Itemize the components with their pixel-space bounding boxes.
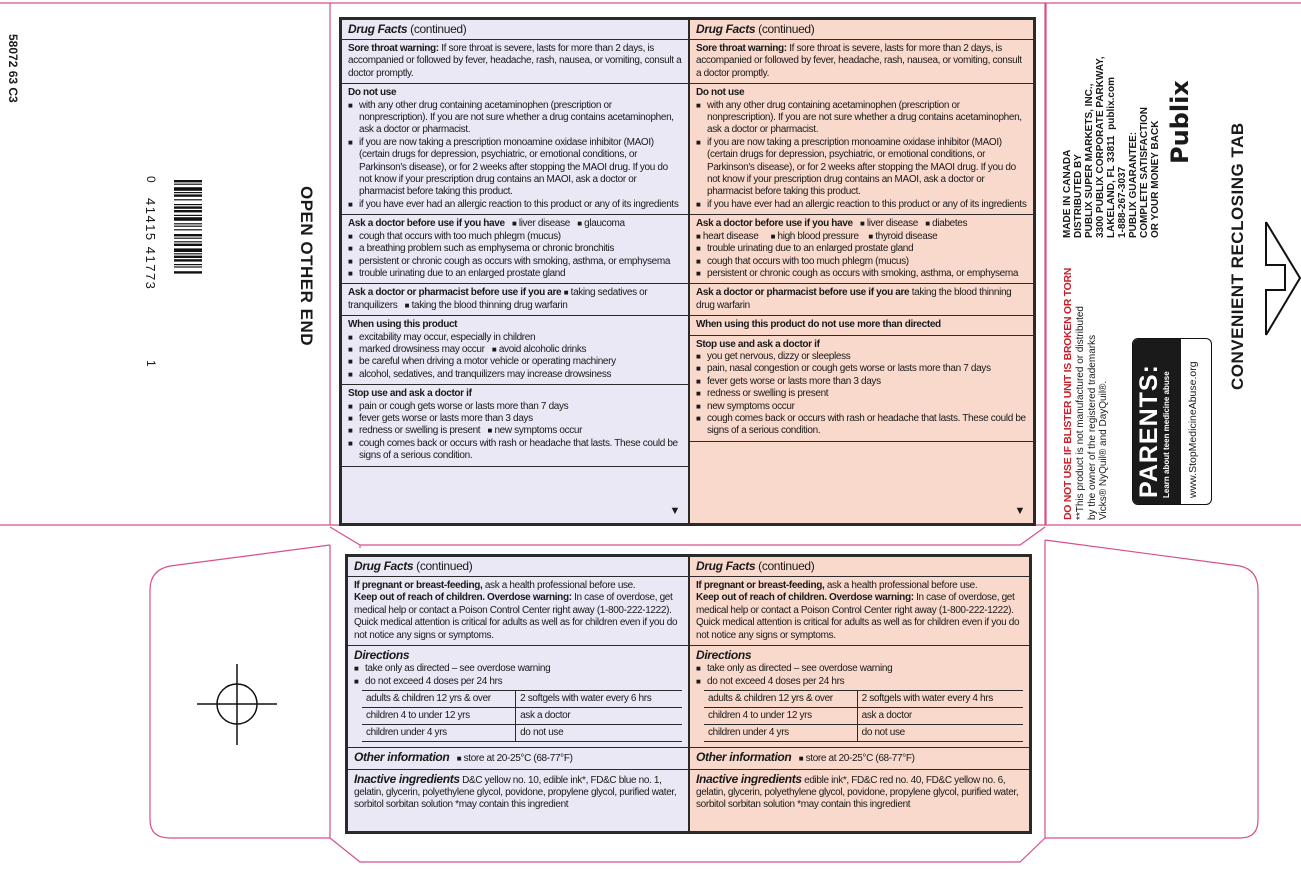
drug-facts-top-panel (339, 17, 1036, 526)
list-item: ■ trouble urinating due to an enlarged prostate gland (348, 268, 682, 280)
stop-use-section: Stop use and ask a doctor if ■ you get nervous, dizzy or sleepless ■ pain, nasal congestion or cough gets worse or lasts more than 7 days ■ fever gets worse or lasts more than 3 days ■ redness or swelling is present ■ new symptoms occur ■ cough comes back or occurs with rash or headache that lasts. These could be signs of a serious condition. (690, 336, 1033, 442)
list-item: ■ if you are now taking a prescription monoamine oxidase inhibitor (MAOI) (certain drugs for depression, psychiatric, or emotional conditions, or Parkinson's disease), or for 2 weeks after stopping the MAOI drug. If you do not know if your prescription drug contains an MAOI, ask a doctor or pharmacist before taking this product. (348, 137, 682, 199)
barcode-bar (174, 180, 202, 182)
barcode-bar (174, 253, 202, 254)
barcode (160, 178, 202, 338)
side-panel-distributor (1052, 5, 1292, 520)
pregnancy-warning: If pregnant or breast-feeding, ask a health professional before use. Keep out of reach of children. Overdose warning: In case of overdose, get medical help or contact a Poison Control Center right away (1-800-222-1222). Quick medical attention is critical for adults as well as for children even if you do not notice any signs or symptoms. (348, 577, 688, 646)
table-row: children under 4 yrs do not use (704, 725, 1023, 742)
ask-pharmacist-section: Ask a doctor or pharmacist before use if you are ■ taking sedatives or tranquilizers ■ taking the blood thinning drug warfarin (342, 284, 688, 316)
list-item: ■ fever gets worse or lasts more than 3 days (348, 413, 682, 425)
barcode-bar (174, 194, 202, 196)
list-item: ■ new symptoms occur (696, 401, 1027, 413)
drug-facts-header: Drug Facts (continued) (342, 22, 688, 40)
barcode-bar (174, 271, 202, 273)
barcode-bar (174, 234, 202, 236)
stop-use-section: Stop use and ask a doctor if ■ pain or cough gets worse or lasts more than 7 days ■ fever gets worse or lasts more than 3 days ■ redness or swelling is present ■ new symptoms occur ■ cough comes back or occurs with rash or headache that lasts. These could be signs of a serious condition. (342, 385, 688, 466)
list-item: ■ if you have ever had an allergic reaction to this product or any of its ingredients (696, 199, 1027, 211)
list-item: ■ take only as directed – see overdose warning (696, 663, 1023, 675)
barcode-bar (174, 226, 202, 227)
drug-facts-top-right (690, 20, 1033, 523)
open-other-end-label: OPEN OTHER END (297, 186, 316, 347)
parents-title: PARENTS: (1135, 364, 1163, 498)
list-item: ■ if you are now taking a prescription monoamine oxidase inhibitor (MAOI) (certain drugs for depression, psychiatric, or emotional conditions, or Parkinson's disease), or for 2 weeks after stopping the MAOI drug. If you do not know if your prescription drug contains an MAOI, ask a doctor or pharmacist before taking this product. (696, 137, 1027, 199)
table-row: children under 4 yrs do not use (362, 725, 682, 742)
list-item: ■ excitability may occur, especially in children (348, 332, 682, 344)
list-item: ■ redness or swelling is present (696, 388, 1027, 400)
list-item: ■ do not exceed 4 doses per 24 hrs (696, 676, 1023, 688)
list-item: ■ pain or cough gets worse or lasts more than 7 days (348, 401, 682, 413)
sore-throat-warning: Sore throat warning: If sore throat is severe, lasts for more than 2 days, is accompanied or followed by fever, headache, rash, nausea, or vomiting, consult a doctor promptly. (342, 40, 688, 84)
made-in: MADE IN CANADA DISTRIBUTED BY PUBLIX SUPER MARKETS, INC., 3300 PUBLIX CORPORATE PARKWAY, LAKELAND, FL 33811 publix.com 1-888-267-3037 PUBLIX GUARANTEE: COMPLETE SATISFACTION OR YOUR MONEY BACK (1062, 56, 1161, 238)
drug-facts-header: Drug Facts (continued) (690, 22, 1033, 40)
ask-doctor-section: Ask a doctor before use if you have ■ liver disease ■ glaucoma ■ cough that occurs with too much phlegm (mucus) ■ a breathing problem such as emphysema or chronic bronchitis ■ persistent or chronic cough as occurs with smoking, asthma, or emphysema ■ trouble urinating due to an enlarged prostate gland (342, 215, 688, 284)
drug-facts-header: Drug Facts (continued) (348, 559, 688, 577)
barcode-bar (174, 206, 202, 208)
list-item: ■ trouble urinating due to an enlarged prostate gland (696, 243, 1027, 255)
drug-facts-header: Drug Facts (continued) (690, 559, 1029, 577)
trademark-note: **This product is not manufactured or distributed by the owner of the registered trademarks Vicks® NyQuil® and DayQuil®. (1075, 306, 1109, 520)
blister-warning: DO NOT USE IF BLISTER UNIT IS BROKEN OR TORN (1062, 267, 1074, 520)
drug-facts-bottom-panel (345, 554, 1032, 834)
barcode-digits-middle: 41415 41773 (143, 198, 158, 291)
barcode-bar (174, 259, 202, 261)
do-not-use-section: Do not use ■ with any other drug containing acetaminophen (prescription or nonprescription). If you are not sure whether a drug contains acetaminophen, ask a doctor or pharmacist. ■ if you are now taking a prescription monoamine oxidase inhibitor (MAOI) (certain drugs for depression, psychiatric, or emotional conditions, or Parkinson's disease), or for 2 weeks after stopping the MAOI drug. If you do not know if your prescription drug contains an MAOI, ask a doctor or pharmacist before taking this product. ■ if you have ever had an allergic reaction to this product or any of its ingredients (342, 84, 688, 215)
barcode-bar (174, 217, 202, 221)
list-item: ■ be careful when driving a motor vehicle or operating machinery (348, 356, 682, 368)
table-row: adults & children 12 yrs & over 2 softgels with water every 4 hrs (704, 691, 1023, 708)
ask-pharmacist-section: Ask a doctor or pharmacist before use if you are taking the blood thinning drug warfarin (690, 284, 1033, 316)
list-item: ■ cough that occurs with too much phlegm (mucus) (696, 256, 1027, 268)
dosage-table (362, 690, 682, 742)
ask-doctor-section: Ask a doctor before use if you have ■ liver disease ■ diabetes ■ heart disease ■ high blood pressure ■ thyroid disease ■ trouble urinating due to an enlarged prostate gland ■ cough that occurs with too much phlegm (mucus) ■ persistent or chronic cough as occurs with smoking, asthma, or emphysema (690, 215, 1033, 284)
barcode-bar (174, 241, 202, 242)
list-item: ■ do not exceed 4 doses per 24 hrs (354, 676, 682, 688)
table-row: children 4 to under 12 yrs ask a doctor (704, 708, 1023, 725)
table-row: adults & children 12 yrs & over 2 softgels with water every 6 hrs (362, 691, 682, 708)
sore-throat-warning: Sore throat warning: If sore throat is severe, lasts for more than 2 days, is accompanied or followed by fever, headache, rash, nausea, or vomiting, consult a doctor promptly. (690, 40, 1033, 84)
parents-subtitle: Learn about teen medicine abuse (1162, 371, 1171, 498)
list-item: ■ cough that occurs with too much phlegm (mucus) (348, 231, 682, 243)
barcode-bar (174, 184, 202, 185)
list-item: ■ with any other drug containing acetaminophen (prescription or nonprescription). If you are not sure whether a drug contains acetaminophen, ask a doctor or pharmacist. (348, 100, 682, 137)
barcode-bar (174, 204, 202, 205)
barcode-digit-first: 0 (144, 176, 158, 183)
list-item: ■ persistent or chronic cough as occurs with smoking, asthma, or emphysema (348, 256, 682, 268)
continue-triangle-icon: ▼ (669, 504, 680, 517)
list-item: ■ you get nervous, dizzy or sleepless (696, 351, 1027, 363)
reclosing-tab-label: CONVENIENT RECLOSING TAB (1228, 122, 1247, 390)
list-item: ■ redness or swelling is present ■ new symptoms occur (348, 425, 682, 437)
barcode-bar (174, 244, 202, 246)
list-item: ■ pain, nasal congestion or cough gets worse or lasts more than 7 days (696, 363, 1027, 375)
barcode-bar (174, 256, 202, 258)
list-item: ■ marked drowsiness may occur ■ avoid alcoholic drinks (348, 344, 682, 356)
barcode-bar (174, 210, 202, 212)
barcode-bar (174, 223, 202, 224)
barcode-bar (174, 215, 202, 216)
barcode-bar (174, 187, 202, 191)
barcode-digit-last: 1 (144, 360, 158, 367)
inactive-ingredients: Inactive ingredients edible ink*, FD&C red no. 40, FD&C yellow no. 6, gelatin, glycerin, polyethylene glycol, povidone, propylene glycol, purified water, sorbitol sorbitan solution *may contain this ingredient (696, 771, 1019, 811)
list-item: ■ if you have ever had an allergic reaction to this product or any of its ingredients (348, 199, 682, 211)
list-item: ■ alcohol, sedatives, and tranquilizers may increase drowsiness (348, 369, 682, 381)
barcode-bar (174, 264, 202, 265)
list-item: ■ fever gets worse or lasts more than 3 days (696, 376, 1027, 388)
list-item: ■ cough comes back or occurs with rash or headache that lasts. These could be signs of a serious condition. (696, 413, 1027, 438)
carton-code: 58072 63 C3 (6, 34, 20, 103)
continue-triangle-icon: ▼ (1014, 504, 1025, 517)
drug-facts-top-left (342, 20, 690, 523)
directions-section: Directions ■ take only as directed – see overdose warning ■ do not exceed 4 doses per 24 hrs adults & children 12 yrs & over 2 softgels with water every 6 hrs children 4 to under 12 yrs ask a doctor children under 4 yrs do not use (348, 646, 688, 748)
other-information: Other information ■ store at 20-25°C (68-77°F) (348, 748, 688, 769)
list-item: ■ persistent or chronic cough as occurs with smoking, asthma, or emphysema (696, 268, 1027, 280)
barcode-bar (174, 248, 202, 252)
barcode-bar (174, 192, 202, 193)
directions-section: Directions ■ take only as directed – see overdose warning ■ do not exceed 4 doses per 24 hrs adults & children 12 yrs & over 2 softgels with water every 4 hrs children 4 to under 12 yrs ask a doctor children under 4 yrs do not use (690, 646, 1029, 748)
table-row: children 4 to under 12 yrs ask a doctor (362, 708, 682, 725)
list-item: ■ cough comes back or occurs with rash or headache that lasts. These could be signs of a serious condition. (348, 438, 682, 463)
list-item: ■ take only as directed – see overdose warning (354, 663, 682, 675)
pregnancy-warning: If pregnant or breast-feeding, ask a health professional before use. Keep out of reach of children. Overdose warning: In case of overdose, get medical help or contact a Poison Control Center right away (1-800-222-1222). Quick medical attention is critical for adults as well as for children even if you do not notice any signs or symptoms. (690, 577, 1029, 646)
barcode-bars (160, 178, 202, 338)
registration-mark-icon (197, 664, 277, 745)
parents-url: www.StopMedicineAbuse.org (1187, 361, 1199, 498)
barcode-bar (174, 229, 202, 230)
when-using-section: When using this product do not use more than directed (690, 316, 1033, 335)
publix-logo: Publix (1166, 80, 1194, 164)
dosage-table (704, 690, 1023, 742)
barcode-bar (174, 199, 202, 200)
barcode-bar (174, 266, 202, 267)
when-using-section: When using this product ■ excitability may occur, especially in children ■ marked drowsiness may occur ■ avoid alcoholic drinks ■ be careful when driving a motor vehicle or operating machinery ■ alcohol, sedatives, and tranquilizers may increase drowsiness (342, 316, 688, 385)
barcode-bar (174, 238, 202, 239)
other-information: Other information ■ store at 20-25°C (68-77°F) (690, 748, 1029, 769)
list-item: ■ a breathing problem such as emphysema or chronic bronchitis (348, 243, 682, 255)
drug-facts-bottom-right (690, 557, 1029, 831)
do-not-use-section: Do not use ■ with any other drug containing acetaminophen (prescription or nonprescription). If you are not sure whether a drug contains acetaminophen, ask a doctor or pharmacist. ■ if you are now taking a prescription monoamine oxidase inhibitor (MAOI) (certain drugs for depression, psychiatric, or emotional conditions, or Parkinson's disease), or for 2 weeks after stopping the MAOI drug. If you do not know if your prescription drug contains an MAOI, ask a doctor or pharmacist before taking this product. ■ if you have ever had an allergic reaction to this product or any of its ingredients (690, 84, 1033, 215)
parents-box (1132, 338, 1212, 505)
list-item: ■ with any other drug containing acetaminophen (prescription or nonprescription). If you are not sure whether a drug contains acetaminophen, ask a doctor or pharmacist. (696, 100, 1027, 137)
drug-facts-bottom-left (348, 557, 690, 831)
inactive-ingredients: Inactive ingredients D&C yellow no. 10, edible ink*, FD&C blue no. 1, gelatin, glycerin, polyethylene glycol, povidone, propylene glycol, purified water, sorbitol sorbitan solution *may contain this ingredient (354, 771, 677, 811)
